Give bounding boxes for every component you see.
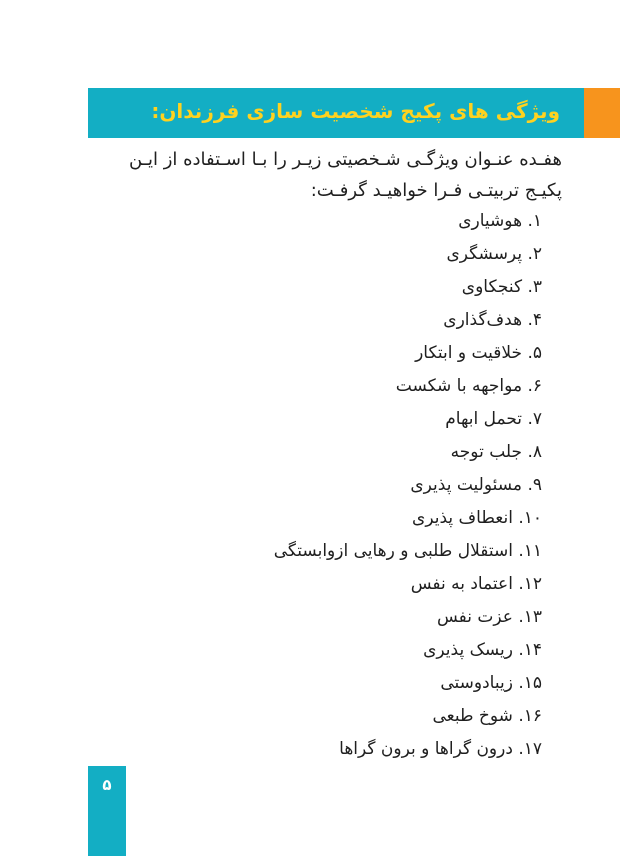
list-item: ۱۶. شوخ طبعی (432, 706, 542, 726)
trait-list (274, 205, 542, 766)
list-item: ۱۷. درون گراها و برون گراها (339, 739, 542, 759)
list-item: ۴. هدف‌گذاری (443, 310, 542, 330)
list-item: ۱۵. زیبادوستی (440, 673, 542, 693)
list-item: ۱۲. اعتماد به نفس (410, 574, 542, 594)
list-item: ۱۳. عزت نفس (436, 607, 542, 627)
list-item: ۱۰. انعطاف پذیری (412, 508, 542, 528)
title-accent-block (584, 88, 620, 138)
list-item: ۳. کنجکاوی (461, 277, 542, 297)
list-item: ۹. مسئولیت پذیری (410, 475, 542, 495)
intro-paragraph: هفـده عنـوان ویژگـی شـخصیتی زیـر را بـا اسـتفاده از ایـن پکیـج تربیتـی فـرا خواهیـد گرفـت: (128, 149, 562, 201)
list-item: ۵. خلاقیت و ابتکار (415, 343, 542, 363)
list-item: ۸. جلب توجه (450, 442, 542, 462)
list-item: ۱۱. استقلال طلبی و رهایی ازوابستگی (273, 541, 542, 561)
page-number: ۵ (102, 776, 112, 794)
list-item: ۷. تحمل ابهام (445, 409, 542, 429)
list-item: ۶. مواجهه با شکست (395, 376, 542, 396)
list-item: ۲. پرسشگری (446, 244, 542, 264)
list-item: ۱. هوشیاری (458, 211, 542, 231)
list-item: ۱۴. ریسک پذیری (423, 640, 542, 660)
page-title: ویژگی های پکیج شخصیت سازی فرزندان: (151, 99, 560, 123)
